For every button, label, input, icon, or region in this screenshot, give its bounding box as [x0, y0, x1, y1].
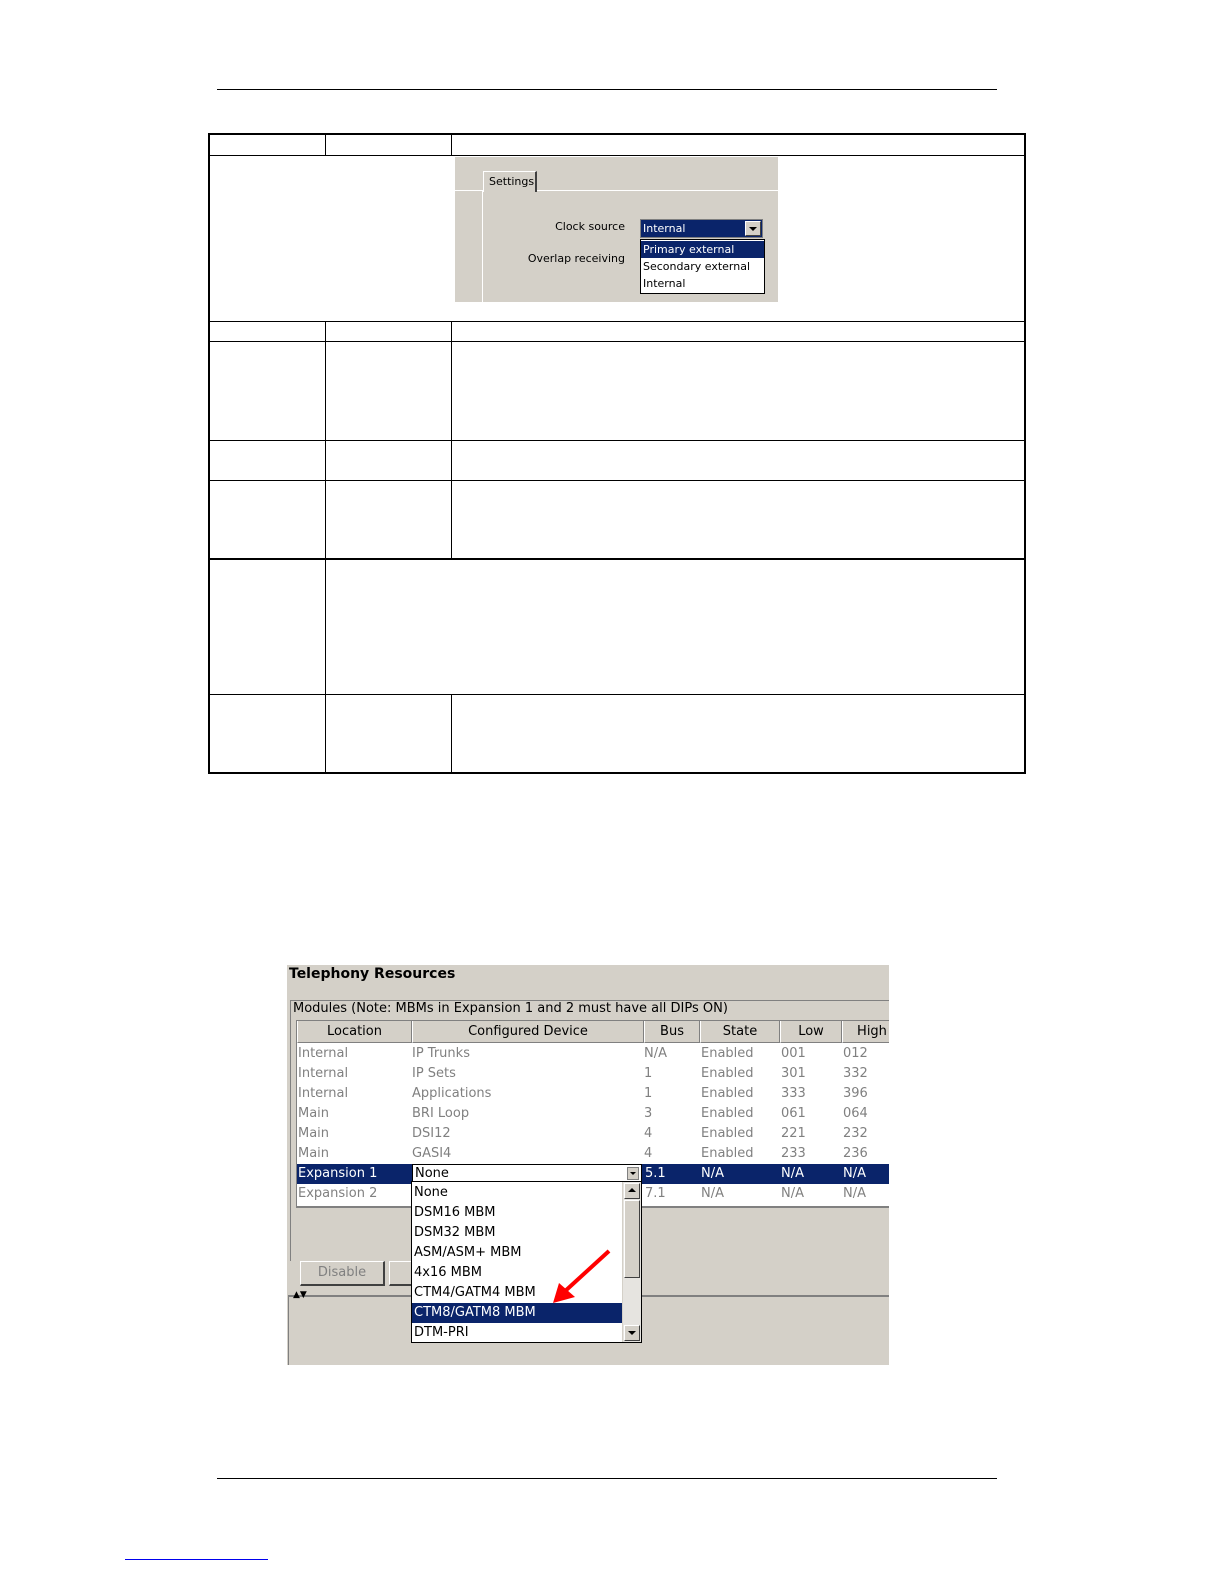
cell-high: N/A — [843, 1186, 866, 1201]
column-header-state[interactable]: State — [700, 1021, 780, 1043]
cell-bus: 1 — [644, 1066, 653, 1081]
cell-device: DSI12 — [412, 1126, 451, 1141]
column-header-configured-device[interactable]: Configured Device — [412, 1021, 644, 1043]
cell-low: 001 — [781, 1046, 806, 1061]
table-row-divider — [210, 694, 1024, 695]
cell-location: Internal — [298, 1086, 349, 1101]
table-row[interactable] — [297, 1084, 889, 1104]
cell-location: Main — [298, 1106, 330, 1121]
cell-low: 333 — [781, 1086, 806, 1101]
option-dsm16[interactable]: DSM16 MBM — [414, 1205, 496, 1220]
cell-state: Enabled — [701, 1086, 754, 1101]
table-row-divider — [210, 155, 1024, 156]
cell-high: 232 — [843, 1126, 868, 1141]
column-header-high[interactable]: High — [842, 1021, 889, 1043]
clock-source-select[interactable] — [640, 219, 763, 238]
option-dsm32[interactable]: DSM32 MBM — [414, 1225, 496, 1240]
cell-high: N/A — [843, 1166, 866, 1181]
option-4x16[interactable]: 4x16 MBM — [414, 1265, 482, 1280]
cell-device: IP Trunks — [412, 1046, 470, 1061]
column-header-location[interactable]: Location — [297, 1021, 412, 1043]
tab-settings[interactable] — [483, 171, 537, 192]
option-secondary-external[interactable]: Secondary external — [643, 260, 751, 273]
cell-state: Enabled — [701, 1106, 754, 1121]
arrow-shaft — [563, 1251, 609, 1293]
cell-bus: 3 — [644, 1106, 653, 1121]
table-row[interactable] — [297, 1044, 889, 1064]
option-dtm-pri[interactable]: DTM-PRI — [414, 1325, 469, 1340]
cell-high: 012 — [843, 1046, 868, 1061]
cell-state: Enabled — [701, 1146, 754, 1161]
cell-state: Enabled — [701, 1126, 754, 1141]
cell-bus: N/A — [644, 1046, 667, 1061]
cell-low: 233 — [781, 1146, 806, 1161]
modules-table — [296, 1020, 889, 1208]
splitter-arrows-icon[interactable]: ▲▼ — [293, 1290, 307, 1300]
table-row-divider — [210, 321, 1024, 322]
cell-high: 064 — [843, 1106, 868, 1121]
table-col-divider — [451, 694, 452, 774]
cell-device: Applications — [412, 1086, 492, 1101]
scroll-down-icon[interactable] — [624, 1325, 640, 1341]
column-header-low[interactable]: Low — [780, 1021, 842, 1043]
disable-button[interactable]: Disable — [300, 1261, 385, 1286]
cell-bus: 4 — [644, 1146, 653, 1161]
cell-location: Main — [298, 1146, 330, 1161]
cell-low: 221 — [781, 1126, 806, 1141]
option-ctm8[interactable]: CTM8/GATM8 MBM — [412, 1303, 622, 1323]
cell-bus: 5.1 — [645, 1166, 666, 1181]
cell-low: 301 — [781, 1066, 806, 1081]
table-col-divider — [451, 135, 452, 156]
cell-state: Enabled — [701, 1046, 754, 1061]
cell-high: 236 — [843, 1146, 868, 1161]
cell-device: BRI Loop — [412, 1106, 470, 1121]
table-row[interactable] — [297, 1064, 889, 1084]
modules-group-label: Modules (Note: MBMs in Expansion 1 and 2 must have all DIPs ON) — [293, 1001, 728, 1016]
panel-border — [482, 190, 483, 302]
cell-location: Main — [298, 1126, 330, 1141]
page-title: Telephony Resources — [289, 966, 456, 982]
table-row[interactable] — [297, 1124, 889, 1144]
scroll-thumb[interactable] — [624, 1200, 640, 1278]
cell-low: 061 — [781, 1106, 806, 1121]
footer-link-underline — [125, 1559, 268, 1560]
table-row-divider — [210, 558, 1024, 560]
cell-state: N/A — [701, 1166, 724, 1181]
clock-source-value: Internal — [643, 222, 686, 235]
tab-settings-label: Settings — [489, 175, 535, 188]
clock-source-label: Clock source — [555, 220, 625, 233]
table-row[interactable] — [297, 1144, 889, 1164]
table-col-divider — [325, 559, 326, 774]
table-col-divider — [325, 135, 326, 156]
cell-location: Expansion 2 — [298, 1186, 378, 1201]
table-row-divider — [210, 341, 1024, 342]
red-arrow-icon — [545, 1247, 615, 1307]
overlap-receiving-label: Overlap receiving — [527, 252, 625, 265]
cell-bus: 1 — [644, 1086, 653, 1101]
cell-high: 396 — [843, 1086, 868, 1101]
cell-state: Enabled — [701, 1066, 754, 1081]
table-col-divider — [451, 321, 452, 560]
cell-location: Internal — [298, 1046, 349, 1061]
scroll-up-icon[interactable] — [624, 1183, 640, 1199]
telephony-resources-screenshot — [287, 965, 889, 1365]
cell-low: N/A — [781, 1186, 804, 1201]
option-none[interactable]: None — [414, 1185, 448, 1200]
footer-rule — [217, 1478, 997, 1479]
settings-screenshot — [455, 157, 778, 302]
table-col-divider — [325, 321, 326, 560]
cell-low: N/A — [781, 1166, 804, 1181]
table-row-divider — [210, 440, 1024, 441]
cell-bus: 4 — [644, 1126, 653, 1141]
header-rule — [217, 89, 997, 90]
table-row-divider — [210, 480, 1024, 481]
dropdown-scrollbar[interactable] — [622, 1182, 641, 1342]
cell-bus: 7.1 — [645, 1186, 666, 1201]
column-header-bus[interactable]: Bus — [644, 1021, 700, 1043]
option-internal[interactable]: Internal — [643, 277, 686, 290]
cell-device: GASI4 — [412, 1146, 452, 1161]
cell-location: Internal — [298, 1066, 349, 1081]
option-ctm4[interactable]: CTM4/GATM4 MBM — [414, 1285, 536, 1300]
chevron-down-icon[interactable] — [627, 1167, 639, 1180]
configured-device-value: None — [415, 1166, 449, 1181]
cell-state: N/A — [701, 1186, 724, 1201]
chevron-down-icon[interactable] — [745, 221, 761, 236]
cell-location: Expansion 1 — [298, 1166, 378, 1181]
option-primary-external[interactable]: Primary external — [641, 241, 764, 258]
table-row[interactable] — [297, 1104, 889, 1124]
option-asm[interactable]: ASM/ASM+ MBM — [414, 1245, 522, 1260]
clock-source-dropdown — [640, 239, 765, 294]
cell-high: 332 — [843, 1066, 868, 1081]
cell-device: IP Sets — [412, 1066, 456, 1081]
